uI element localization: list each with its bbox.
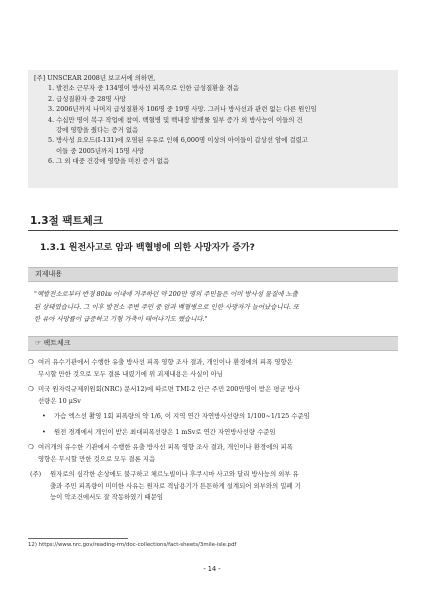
factcheck-text: 출과 주민 피폭량이 미미한 사유는 원자로 격납용기가 튼튼하게 설계되어 외부와의 밀폐 기 — [50, 481, 301, 490]
factcheck-paren-cont-row — [28, 481, 400, 493]
factcheck-text: 영향은 무시할 만한 것으로 모두 결론 지음 — [38, 454, 156, 463]
factcheck-sub-row — [28, 411, 400, 423]
factcheck-cont-row — [28, 396, 400, 408]
factcheck-paren-row — [28, 469, 400, 481]
page-number: - 14 - — [203, 565, 221, 573]
factcheck-text: 미국 원자력규제위원회(NRC) 문서12)에 따르면 TMI-2 인근 주민 200만명이 받은 평균 방사 — [38, 385, 300, 393]
note-item: 3. 2006년까지 나머지 급성질환자 106명 중 19명 사망. 그러나 방사선과 관련 없는 다른 원인임 — [48, 105, 317, 114]
note-item: 2. 급성질환자 중 28명 사망 — [48, 94, 126, 103]
factcheck-text: 원전 경계에서 개인이 받은 최대피폭선량은 1 mSv로 연간 자연방사선량 수준임 — [54, 427, 276, 436]
factcheck-bullet-row — [28, 384, 400, 396]
factcheck-text: 선량은 10 μSv — [38, 396, 81, 405]
circle-bullet-icon: ❍ — [28, 385, 34, 393]
factcheck-paren-cont-row — [28, 492, 400, 504]
note-item: 6. 그 외 대중 건강에 영향을 미친 증거 없음 — [48, 157, 170, 166]
factcheck-bullet-row — [28, 442, 400, 454]
circle-bullet-icon: ❍ — [28, 358, 34, 366]
factcheck-text: 여러 유수기관에서 수행한 유출 방사선 피폭 영향 조사 결과, 개인이나 환경에의 피폭 영향은 — [38, 358, 293, 366]
circle-bullet-icon: ❍ — [28, 443, 34, 451]
factcheck-text: 여러개의 유수한 기관에서 수행한 유출 방사선 피폭 영향 조사 결과, 개인이나 환경에의 피폭 — [38, 443, 293, 451]
note-heading: [주] UNSCEAR 2008년 보고서에 의하면, — [34, 74, 156, 82]
note-item: 5. 방사성 요오드(I-131)에 오염된 우유로 인해 6,000명 이상의 아이들이 갑상선 암에 걸렸고 — [48, 136, 308, 145]
factcheck-label-bar: ☞ 팩트체크 — [28, 336, 398, 351]
factcheck-cont-row — [28, 369, 400, 381]
factcheck-cont-row — [28, 454, 400, 466]
factcheck-text: 가슴 엑스선 촬영 1회 피폭량의 약 1/6, 이 지역 연간 자연방사선량의 1/100~1/125 수준임 — [54, 412, 310, 420]
note-item: 1. 발전소 근무자 중 134명이 방사선 피폭으로 인한 급성질환을 겪음 — [48, 84, 239, 93]
note-item-continuation: 강에 영향을 줬다는 증거 없음 — [56, 126, 139, 135]
factcheck-body — [28, 357, 400, 504]
claim-quote — [28, 285, 398, 329]
note-item: 4. 수십만 명이 복구 작업에 참여. 백혈병 및 백내장 발병률 일부 증가 외 방사능이 이들의 건 — [48, 115, 303, 124]
note-marker: (주) — [30, 470, 42, 478]
note-item-continuation: 이들 중 2005년까지 15명 사망 — [56, 146, 145, 155]
section-title: 1.3절 팩트체크 — [30, 215, 103, 227]
footnote: 12) https://www.nrc.gov/reading-rm/doc-collections/fact-sheets/3mile-isle.pdf — [28, 542, 237, 548]
factcheck-sub-row — [28, 427, 400, 439]
subsection-title: 1.3.1 원전사고로 암과 백혈병에 의한 사망자가 증가? — [40, 243, 255, 253]
claim-line: "핵발전소로부터 반경 80㎞ 이내에 거주하던 약 200만 명의 주민들은 이미 방사성 물질에 노출 — [34, 290, 298, 298]
note-box — [28, 70, 398, 188]
factcheck-text: 무시할 만한 것으로 모두 결론 내렸기에 위 괴제내용은 사실이 아님 — [38, 369, 223, 378]
claim-line: 된 상태였습니다. 그 이후 발전소 주변 주민 중 암과 백혈병으로 인한 사망자가 늘어났습니다. 또 — [34, 302, 300, 311]
claim-label-bar: 괴제내용 — [28, 267, 398, 282]
dot-bullet-icon: • — [42, 427, 46, 436]
dot-bullet-icon: • — [42, 412, 46, 420]
factcheck-text: 능이 악조건에서도 잘 작동하였기 때문임 — [50, 493, 164, 501]
factcheck-bullet-row — [28, 357, 400, 369]
footnote-divider — [28, 538, 128, 539]
claim-line: 한 유아 사망률이 급증하고 기형 가축이 태어나기도 했습니다." — [34, 315, 208, 323]
factcheck-text: 원자로의 심각한 손상에도 불구하고 체르노빌이나 후쿠시마 사고와 달리 방사능의 외부 유 — [50, 470, 299, 478]
section-divider — [28, 230, 398, 231]
